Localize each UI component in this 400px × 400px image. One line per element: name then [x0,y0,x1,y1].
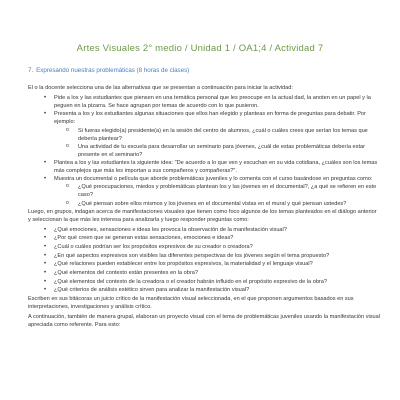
intro-paragraph: El o la docente selecciona una de las alternativas que se presentan a continuación para iniciar la actividad: [28,85,293,91]
question-item: • ¿Cuál o cuáles podrían ser los propósitos expresivos de su creador o creadora? [28,243,380,251]
question-item: • ¿En qué aspectos expresivos son visibles las diferentes perspectivas de los jóvenes según el tema propuesto? [28,252,380,260]
option-item: • Plantea a los y las estudiantes la siguiente idea: "De acuerdo a lo que ven y escuchan en su vida cotidiana, ¿cuáles son los temas más complejos que más les importan a sus compañeros y compañeras?". [28,159,380,175]
section-title: Expresando nuestras problemáticas (8 horas de clases) [36,67,190,74]
option-text: Muestra un documental o película que aborde problemáticas juveniles y lo comenta con el curso basándose en preguntas como: [54,176,373,183]
group-paragraph: Luego, en grupos, indagan acerca de manifestaciones visuales que tienen como foco algunos de los temas planteados en el diálogo anterior y seleccionan la que más les interesa para analizarla y luego responder preguntas como: [28,208,377,223]
option-item [28,175,380,207]
closing-paragraph: A continuación, también de manera grupal, elaboran un proyecto visual con el tema de problemáticas juveniles usando la manifestación visual apreciada como referente. Para esto: [28,313,380,329]
option-item: • Pide a los y las estudiantes que piensen en una temática personal que les preocupe en la actual dad, la anoten en un papel y la peguen en la pizarra. Se hace agrupan por temas de acuerdo con lo que pusieron. [28,94,380,110]
section-number: 7. [28,67,34,74]
section-heading [28,67,378,76]
question-item: • ¿Qué elementos del contexto están presentes en la obra? [28,269,380,277]
sub-options-list [54,183,380,207]
sub-options-list [54,127,380,159]
page-title: Artes Visuales 2° medio / Unidad 1 / OA1;4 / Actividad 7 [76,43,324,54]
questions-list [28,226,380,294]
sub-option-item: o Una actividad de tu escuela para desarrollar un seminario para jóvenes, ¿cuál de estas problemáticas debería estar presente en el seminario? [54,143,380,159]
document-body [28,84,380,331]
options-list [28,94,380,208]
question-item: • ¿Qué elementos del contexto de la creadora o el creador habrán influido en el propósito expresivo de la obra? [28,278,380,286]
sub-option-item: o ¿Qué piensan sobre ellos mismos y los jóvenes en el documental vistas en el mural y qué piensan ustedes? [54,200,380,208]
question-item: • ¿Qué relaciones pueden establecer entre los propósitos expresivos, la materialidad y el lenguaje visual? [28,260,380,268]
option-text: Presenta a los y los estudiantes algunas situaciones que ellos han elegido y planteas en forma de preguntas para debatir. Por ejemplo: [54,111,366,126]
closing-paragraph: Escriben en sus bitácoras un juicio crítico de la manifestación visual seleccionada, en el que proponen argumentos basados en sus interpretaciones, investigaciones y análisis crítico. [28,295,354,310]
question-item: • ¿Qué emociones, sensaciones e ideas les provoca la observación de la manifestación visual? [28,226,380,234]
question-item: • ¿Por qué creen que se generan estas sensaciones, emociones e ideas? [28,234,380,242]
sub-option-item: o Si fueras elegido(a) presidente(a) en la sesión del centro de alumnos, ¿cuál o cuáles crees que serían los temas que debería plantear? [54,127,380,143]
option-item [28,110,380,159]
question-item: • ¿Qué criterios de análisis estético sirven para analizar la manifestación visual? [28,286,380,294]
sub-option-item: o ¿Qué preocupaciones, miedos y problemáticas plantean los y las jóvenes en el documental?, ¿a qué se refieren en este caso? [54,183,380,199]
